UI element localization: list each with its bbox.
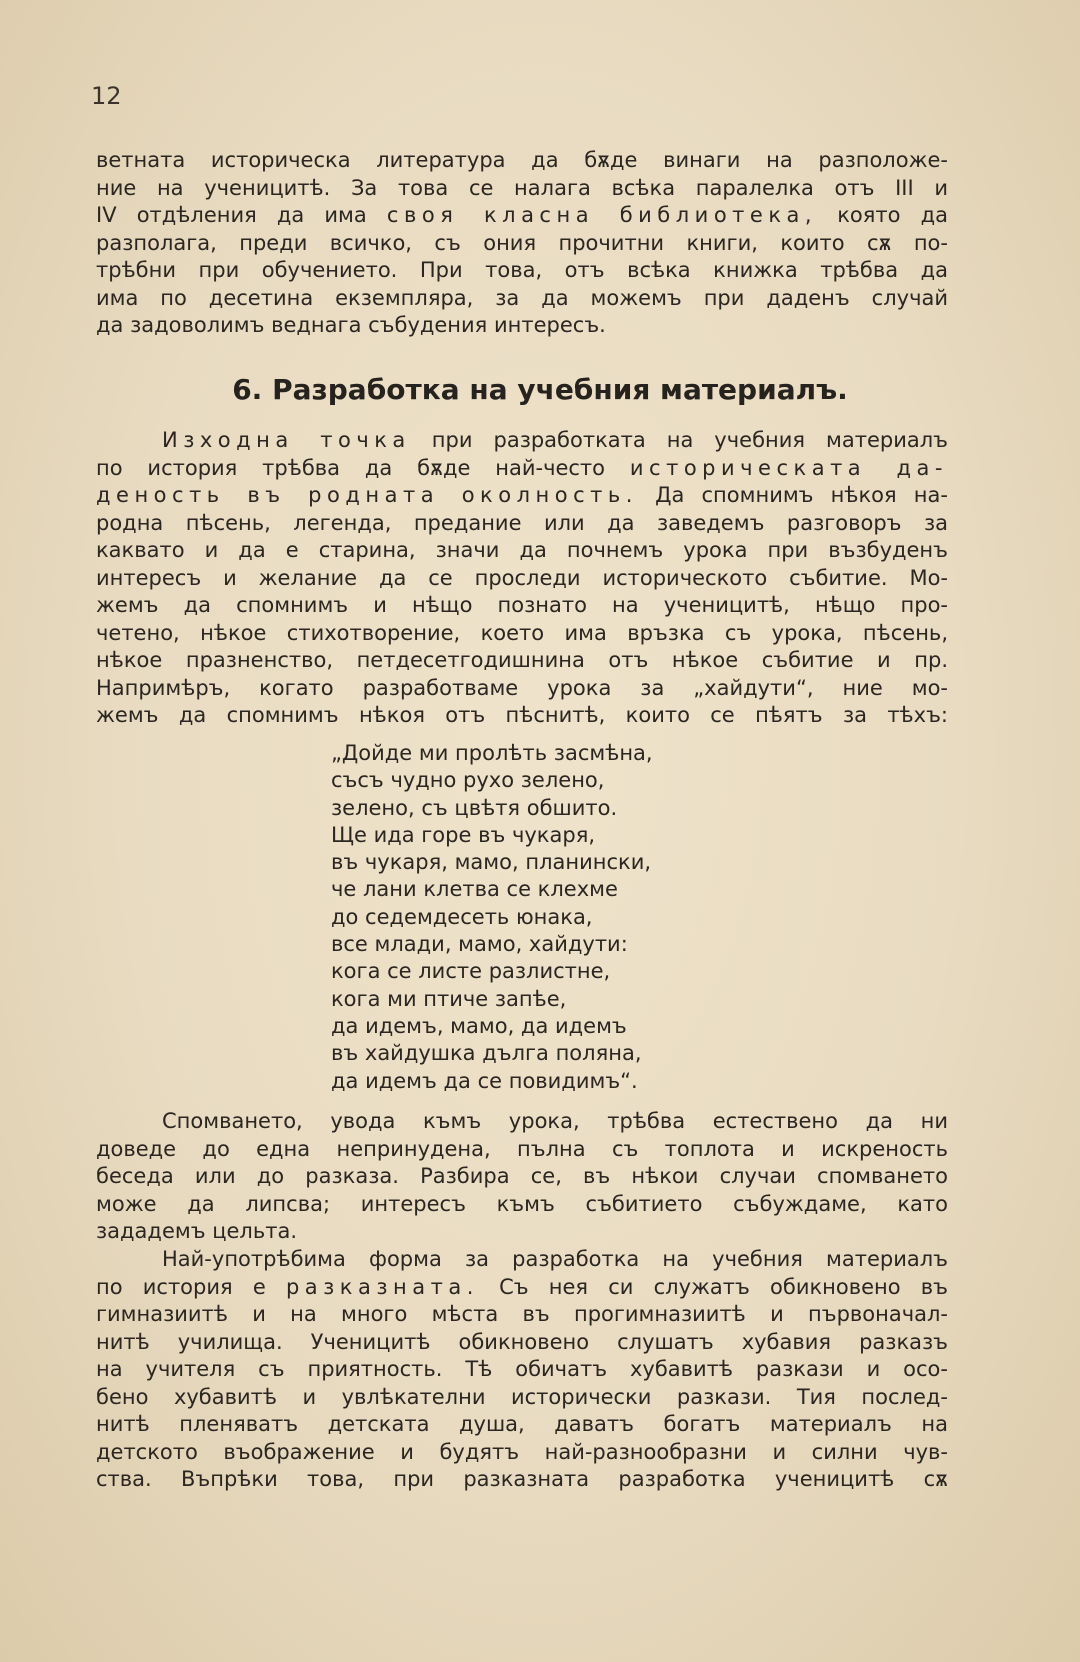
text-line: бено хубавитѣ и увлѣкателни исторически разкази. Тия послед- — [96, 1384, 948, 1409]
text-line: ства. Въпрѣки това, при разказната разработка ученицитѣ сѫ — [96, 1467, 948, 1491]
text-line — [96, 202, 948, 230]
text-line: доведе до една непринудена, пълна съ топлота и искреность — [96, 1136, 948, 1161]
poem-line: че лани клетва се клехме — [331, 877, 618, 902]
poem-line: да идемъ, мамо, да идемъ — [331, 1013, 627, 1038]
text-run: която да — [837, 203, 948, 227]
poem-line: кога ми птиче запѣе, — [331, 986, 567, 1011]
text-line: нитѣ училища. Ученицитѣ обикновено слушатъ хубавия разказъ — [96, 1329, 948, 1354]
text-line: зададемъ цельта. — [96, 1219, 298, 1243]
paragraph-4 — [96, 1246, 948, 1494]
paragraph-1 — [96, 147, 948, 340]
text-line: каквато и да е старина, значи да почнемъ урока при възбуденъ — [96, 538, 948, 562]
text-line: Най-употрѣбима форма за разработка на учебния материалъ — [162, 1247, 948, 1271]
poem-line: въ хайдушка дълга поляна, — [331, 1041, 642, 1066]
poem-line: да идемъ да се повидимъ“. — [331, 1068, 638, 1093]
spaced-emphasis: Изходна точка — [162, 428, 411, 452]
poem-line: „Дойде ми пролѣть засмѣна, — [331, 741, 653, 765]
text-run: IV отдѣления да има — [96, 203, 367, 227]
text-line: детското въображение и будятъ най-разнообразни и силни чув- — [96, 1439, 948, 1464]
text-line: може да липсва; интересъ къмъ събитието събуждаме, като — [96, 1191, 948, 1216]
poem-line: зелено, съ цвѣтя обшито. — [331, 795, 618, 820]
text-line: да задоволимъ веднага събудения интересъ. — [96, 313, 606, 337]
text-line: жемъ да спомнимъ и нѣщо познато на ученицитѣ, нѣщо про- — [96, 593, 948, 617]
text-line: четено, нѣкое стихотворение, което има връзка съ урока, пѣсень, — [96, 620, 948, 645]
text-line — [96, 427, 948, 455]
text-run: по история е — [96, 1274, 266, 1299]
text-line: Спомването, увода къмъ урока, трѣбва естествено да ни — [162, 1109, 948, 1133]
text-line: интересъ и желание да се проследи историческото събитие. Мо- — [96, 565, 948, 590]
text-line — [96, 455, 948, 483]
text-run: Да спомнимъ нѣкоя на- — [655, 483, 948, 507]
text-line: родна пѣсень, легенда, предание или да заведемъ разговоръ за — [96, 510, 948, 535]
poem-quote — [331, 740, 653, 1095]
text-line: жемъ да спомнимъ нѣкоя отъ пѣснитѣ, които се пѣятъ за тѣхъ: — [96, 703, 948, 727]
text-line: разполага, преди всичко, съ ония прочитни книги, които сѫ по- — [96, 230, 948, 255]
text-line: нитѣ пленяватъ детската душа, даватъ богатъ материалъ на — [96, 1412, 948, 1436]
poem-line: кога се листе разлистне, — [331, 959, 611, 984]
text-line: има по десетина екземпляра, за да можемъ при даденъ случай — [96, 285, 948, 310]
text-line: гимназиитѣ и на много мѣста въ прогимназиитѣ и първоначал- — [96, 1302, 948, 1326]
section-heading: 6. Разработка на учебния материалъ. — [232, 373, 848, 406]
text-run: Съ нея си служатъ обикновено въ — [499, 1274, 949, 1299]
text-line — [96, 482, 948, 510]
text-run: по история трѣбва да бѫде най-често — [96, 455, 606, 480]
spaced-emphasis: разказната. — [285, 1274, 479, 1299]
paragraph-3 — [96, 1108, 948, 1246]
page-number: 12 — [91, 82, 122, 110]
poem-line: съсъ чудно рухо зелено, — [331, 768, 605, 793]
poem-line: въ чукаря, мамо, планински, — [331, 850, 652, 875]
poem-line: Ще ида горе въ чукаря, — [331, 822, 595, 847]
text-line: на учителя съ приятность. Тѣ обичатъ хубавитѣ разкази и осо- — [96, 1357, 948, 1381]
text-line — [96, 1274, 948, 1302]
text-line: ветната историческа литература да бѫде винаги на разположе- — [96, 148, 948, 172]
text-run: при разработката на учебния материалъ — [431, 428, 948, 452]
text-line: трѣбни при обучението. При това, отъ всѣка книжка трѣбва да — [96, 258, 948, 282]
spaced-emphasis: своя класна библиотека, — [386, 203, 818, 227]
poem-line: до седемдесеть юнака, — [331, 904, 593, 929]
text-line: Напримѣръ, когато разработваме урока за „хайдути“, ние мо- — [96, 675, 948, 700]
text-line: ние на ученицитѣ. За това се налага всѣка паралелка отъ III и — [96, 175, 948, 200]
text-line: беседа или до разказа. Разбира се, въ нѣкои случаи спомването — [96, 1164, 948, 1188]
spaced-emphasis: деность въ родната околность. — [96, 483, 638, 507]
poem-line: все млади, мамо, хайдути: — [331, 932, 628, 957]
text-line: нѣкое празненство, петдесетгодишнина отъ нѣкое събитие и пр. — [96, 648, 948, 672]
paragraph-2 — [96, 427, 948, 730]
spaced-emphasis: историческата да- — [629, 455, 948, 480]
